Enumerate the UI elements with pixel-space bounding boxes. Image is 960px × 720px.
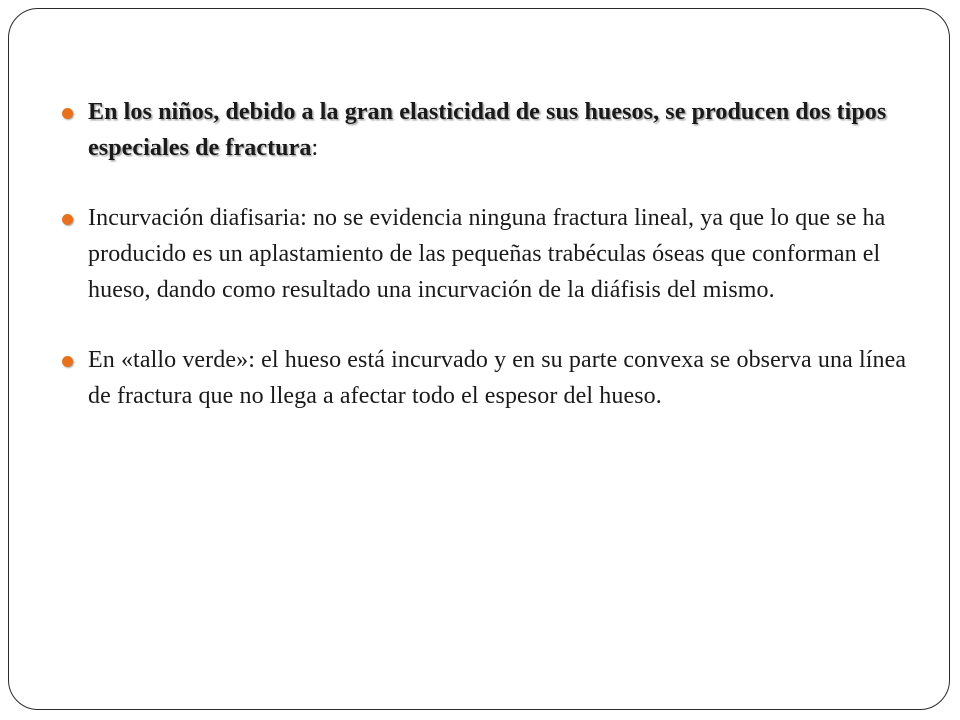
bullet-text-tallo-verde: En «tallo verde»: el hueso está incurvado y en su parte convexa se observa una línea de fractura que no llega a afectar todo el espesor del hueso. [88, 347, 907, 409]
bullet-text-incurvacion: Incurvación diafisaria: no se evidencia ninguna fractura lineal, ya que lo que se ha producido es un aplastamiento de las pequeñas trabéculas óseas que conforman el hueso, dando como resultado una incurvación de la diáfisis del mismo. [88, 205, 886, 303]
bullet-item-incurvacion [62, 200, 912, 308]
bullet-suffix: : [311, 135, 319, 161]
circle-bullet-icon [62, 108, 73, 119]
slide-content [62, 94, 912, 414]
bullet-text-intro: En los niños, debido a la gran elasticidad de sus huesos, se producen dos tipos especiales de fractura [88, 99, 887, 161]
bullet-item-tallo-verde [62, 342, 912, 414]
circle-bullet-icon [62, 356, 73, 367]
circle-bullet-icon [62, 214, 73, 225]
bullet-item-intro [62, 94, 912, 166]
